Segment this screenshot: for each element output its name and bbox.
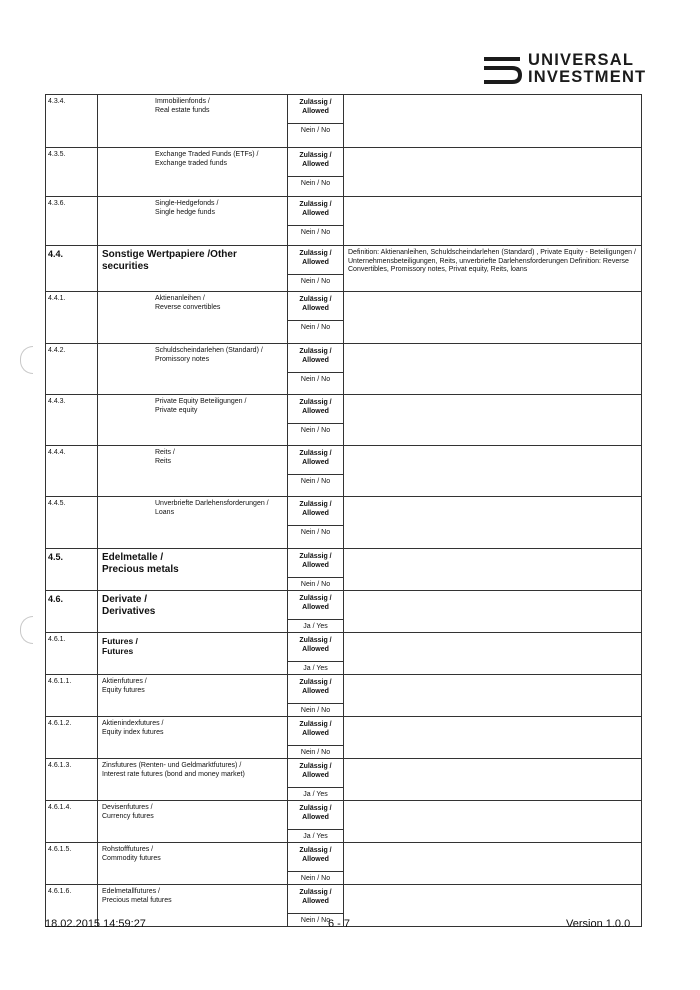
status-label-de: Zulässig / bbox=[299, 250, 332, 257]
row-number: 4.4.5. bbox=[46, 497, 98, 549]
footer-timestamp: 18.02.2015 14:59:27 bbox=[45, 918, 146, 930]
status-value: Nein / No bbox=[300, 278, 331, 285]
row-status bbox=[288, 801, 344, 843]
row-label-de: Unverbriefte Darlehensforderungen / bbox=[155, 500, 269, 507]
status-value: Nein / No bbox=[300, 180, 331, 187]
logo-text-universal: UNIVERSAL bbox=[528, 51, 635, 69]
row-label-en: Exchange traded funds bbox=[155, 159, 227, 167]
row-notes bbox=[344, 95, 642, 148]
footer-version: Version 1.0.0 bbox=[566, 918, 631, 930]
row-label-de: Futures / bbox=[102, 636, 138, 646]
status-label-de: Zulässig / bbox=[299, 889, 332, 896]
row-description bbox=[98, 843, 288, 885]
row-description bbox=[98, 633, 288, 675]
row-description bbox=[98, 497, 288, 549]
row-label-en: securities bbox=[102, 261, 149, 272]
status-label-de: Zulässig / bbox=[299, 805, 332, 812]
status-label-en: Allowed bbox=[302, 107, 329, 115]
status-value: Nein / No bbox=[300, 875, 331, 882]
row-notes bbox=[344, 197, 642, 246]
status-label-en: Allowed bbox=[302, 458, 329, 466]
status-label-de: Zulässig / bbox=[299, 152, 332, 159]
status-label-en: Allowed bbox=[302, 304, 329, 312]
row-number: 4.3.6. bbox=[46, 197, 98, 246]
status-label-en: Allowed bbox=[302, 603, 329, 611]
status-value: Nein / No bbox=[300, 529, 331, 536]
status-label-de: Zulässig / bbox=[299, 99, 332, 106]
row-number: 4.4. bbox=[46, 246, 98, 292]
row-label-de: Derivate / bbox=[102, 594, 148, 605]
row-notes bbox=[344, 675, 642, 717]
row-status bbox=[288, 759, 344, 801]
row-notes: Definition: Aktienanleihen, Schuldscheindarlehen (Standard) , Private Equity - Beteiligungen / Unternehmensbeteiligungen, Reits, unverbriefte Darlehensforderungen Definition: Reverse Convertibles, Promissory notes, Privat equity, Reits, loans bbox=[344, 246, 642, 292]
row-notes bbox=[344, 497, 642, 549]
row-label-en: Currency futures bbox=[102, 812, 154, 820]
status-label-de: Zulässig / bbox=[299, 201, 332, 208]
row-notes bbox=[344, 148, 642, 197]
row-description bbox=[98, 395, 288, 446]
table-row bbox=[46, 292, 642, 344]
row-label-en: Futures bbox=[102, 646, 134, 656]
row-notes bbox=[344, 549, 642, 591]
row-status bbox=[288, 591, 344, 633]
status-label-de: Zulässig / bbox=[299, 296, 332, 303]
status-label-de: Zulässig / bbox=[299, 679, 332, 686]
row-number: 4.4.1. bbox=[46, 292, 98, 344]
row-number: 4.3.5. bbox=[46, 148, 98, 197]
status-label-en: Allowed bbox=[302, 561, 329, 569]
row-description bbox=[98, 246, 288, 292]
status-label-de: Zulässig / bbox=[299, 721, 332, 728]
row-description bbox=[98, 591, 288, 633]
row-description bbox=[98, 801, 288, 843]
row-number: 4.6.1.3. bbox=[46, 759, 98, 801]
row-label-en: Reverse convertibles bbox=[155, 303, 221, 311]
row-notes bbox=[344, 591, 642, 633]
row-notes bbox=[344, 717, 642, 759]
row-number: 4.4.4. bbox=[46, 446, 98, 497]
binder-hole-mark bbox=[20, 346, 33, 374]
row-description bbox=[98, 292, 288, 344]
table-row bbox=[46, 246, 642, 292]
status-label-en: Allowed bbox=[302, 813, 329, 821]
status-label-de: Zulässig / bbox=[299, 637, 332, 644]
row-label-en: Real estate funds bbox=[155, 106, 210, 114]
row-label-en: Equity futures bbox=[102, 686, 145, 694]
row-label-en: Single hedge funds bbox=[155, 208, 215, 216]
row-notes bbox=[344, 395, 642, 446]
status-label-en: Allowed bbox=[302, 855, 329, 863]
row-status bbox=[288, 148, 344, 197]
footer-page-number: 6 - 7 bbox=[328, 918, 351, 930]
row-label-de: Schuldscheindarlehen (Standard) / bbox=[155, 347, 263, 354]
status-value: Nein / No bbox=[300, 581, 331, 588]
status-value: Nein / No bbox=[300, 427, 331, 434]
row-description bbox=[98, 549, 288, 591]
status-label-de: Zulässig / bbox=[299, 501, 332, 508]
row-notes bbox=[344, 344, 642, 395]
row-status bbox=[288, 717, 344, 759]
status-label-en: Allowed bbox=[302, 687, 329, 695]
status-label-en: Allowed bbox=[302, 209, 329, 217]
row-label-de: Exchange Traded Funds (ETFs) / bbox=[155, 151, 259, 158]
status-label-de: Zulässig / bbox=[299, 847, 332, 854]
row-label-en: Derivatives bbox=[102, 606, 156, 617]
row-notes bbox=[344, 633, 642, 675]
table-row bbox=[46, 591, 642, 633]
row-description bbox=[98, 148, 288, 197]
table-row bbox=[46, 148, 642, 197]
row-status bbox=[288, 843, 344, 885]
status-label-en: Allowed bbox=[302, 356, 329, 364]
status-label-de: Zulässig / bbox=[299, 399, 332, 406]
row-status bbox=[288, 549, 344, 591]
row-number: 4.3.4. bbox=[46, 95, 98, 148]
row-label-de: Edelmetallfutures / bbox=[102, 888, 160, 895]
status-label-en: Allowed bbox=[302, 771, 329, 779]
table-row bbox=[46, 197, 642, 246]
status-label-en: Allowed bbox=[302, 258, 329, 266]
row-label-de: Devisenfutures / bbox=[102, 804, 153, 811]
row-label-de: Single-Hedgefonds / bbox=[155, 200, 219, 207]
row-number: 4.6.1.4. bbox=[46, 801, 98, 843]
row-label-en: Loans bbox=[155, 508, 175, 516]
row-label-de: Sonstige Wertpapiere /Other bbox=[102, 249, 237, 260]
status-label-de: Zulässig / bbox=[299, 595, 332, 602]
row-label-en: Precious metals bbox=[102, 564, 179, 575]
row-status bbox=[288, 395, 344, 446]
row-notes bbox=[344, 446, 642, 497]
table-row bbox=[46, 549, 642, 591]
row-description bbox=[98, 446, 288, 497]
row-status bbox=[288, 675, 344, 717]
row-number: 4.6.1.5. bbox=[46, 843, 98, 885]
row-description bbox=[98, 759, 288, 801]
status-value: Ja / Yes bbox=[303, 665, 328, 672]
status-label-de: Zulässig / bbox=[299, 553, 332, 560]
row-status bbox=[288, 197, 344, 246]
status-value: Nein / No bbox=[300, 324, 331, 331]
row-label-de: Private Equity Beteiligungen / bbox=[155, 398, 247, 405]
row-label-de: Aktienfutures / bbox=[102, 678, 147, 685]
row-label-en: Equity index futures bbox=[102, 728, 164, 736]
row-status bbox=[288, 246, 344, 292]
status-label-en: Allowed bbox=[302, 407, 329, 415]
status-value: Nein / No bbox=[300, 749, 331, 756]
table-row bbox=[46, 497, 642, 549]
status-label-de: Zulässig / bbox=[299, 763, 332, 770]
row-description bbox=[98, 717, 288, 759]
table-row bbox=[46, 633, 642, 675]
row-label-en: Reits bbox=[155, 457, 171, 465]
row-description bbox=[98, 675, 288, 717]
status-value: Ja / Yes bbox=[303, 791, 328, 798]
status-label-en: Allowed bbox=[302, 509, 329, 517]
table-row bbox=[46, 801, 642, 843]
row-label-en: Precious metal futures bbox=[102, 896, 172, 904]
row-status bbox=[288, 633, 344, 675]
row-status bbox=[288, 292, 344, 344]
status-label-de: Zulässig / bbox=[299, 450, 332, 457]
row-label-en: Commodity futures bbox=[102, 854, 161, 862]
table-row bbox=[46, 446, 642, 497]
table-row bbox=[46, 759, 642, 801]
row-number: 4.6. bbox=[46, 591, 98, 633]
row-number: 4.4.2. bbox=[46, 344, 98, 395]
row-notes bbox=[344, 843, 642, 885]
table-row bbox=[46, 717, 642, 759]
row-label-en: Private equity bbox=[155, 406, 198, 414]
row-number: 4.6.1.6. bbox=[46, 885, 98, 927]
row-description bbox=[98, 95, 288, 148]
row-label-de: Edelmetalle / bbox=[102, 552, 164, 563]
status-value: Nein / No bbox=[300, 229, 331, 236]
row-label-en: Promissory notes bbox=[155, 355, 210, 363]
table-row bbox=[46, 395, 642, 446]
status-value: Nein / No bbox=[300, 478, 331, 485]
binder-hole-mark bbox=[20, 616, 33, 644]
table-row bbox=[46, 675, 642, 717]
row-number: 4.6.1. bbox=[46, 633, 98, 675]
row-label-de: Immobilienfonds / bbox=[155, 98, 210, 105]
table-row bbox=[46, 344, 642, 395]
row-description bbox=[98, 344, 288, 395]
table-row bbox=[46, 95, 642, 148]
investment-limits-table bbox=[45, 94, 642, 927]
row-number: 4.4.3. bbox=[46, 395, 98, 446]
status-label-en: Allowed bbox=[302, 645, 329, 653]
row-label-en: Interest rate futures (bond and money market) bbox=[102, 770, 245, 778]
table-row bbox=[46, 843, 642, 885]
row-label-de: Zinsfutures (Renten- und Geldmarktfutures) / bbox=[102, 762, 242, 769]
row-notes bbox=[344, 759, 642, 801]
status-label-en: Allowed bbox=[302, 729, 329, 737]
status-value: Nein / No bbox=[300, 376, 331, 383]
status-label-en: Allowed bbox=[302, 897, 329, 905]
status-value: Ja / Yes bbox=[303, 623, 328, 630]
row-status bbox=[288, 497, 344, 549]
row-number: 4.6.1.2. bbox=[46, 717, 98, 759]
row-label-de: Aktienanleihen / bbox=[155, 295, 205, 302]
row-status bbox=[288, 446, 344, 497]
row-label-de: Rohstofffutures / bbox=[102, 846, 154, 853]
company-logo bbox=[482, 51, 647, 92]
universal-investment-logo-icon bbox=[482, 56, 522, 86]
row-status bbox=[288, 344, 344, 395]
status-value: Nein / No bbox=[300, 917, 331, 924]
logo-text-investment: INVESTMENT bbox=[528, 68, 647, 86]
status-label-en: Allowed bbox=[302, 160, 329, 168]
status-value: Ja / Yes bbox=[303, 833, 328, 840]
row-notes bbox=[344, 292, 642, 344]
row-number: 4.5. bbox=[46, 549, 98, 591]
status-value: Nein / No bbox=[300, 127, 331, 134]
row-status bbox=[288, 95, 344, 148]
row-label-de: Reits / bbox=[155, 449, 175, 456]
status-label-de: Zulässig / bbox=[299, 348, 332, 355]
status-value: Nein / No bbox=[300, 707, 331, 714]
row-label-de: Aktienindexfutures / bbox=[102, 720, 164, 727]
row-notes bbox=[344, 801, 642, 843]
row-description bbox=[98, 197, 288, 246]
row-number: 4.6.1.1. bbox=[46, 675, 98, 717]
